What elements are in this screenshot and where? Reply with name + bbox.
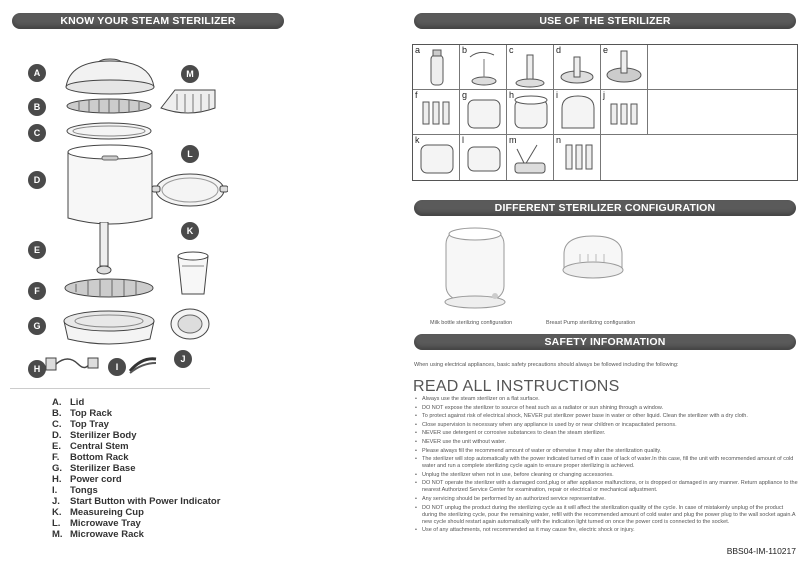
top-tray-illustration [64,121,154,141]
microwave-rack-illustration [155,84,221,124]
safety-bullet: • NEVER use detergent or corrosive substances to clean the steam sterilizer. [414,430,798,437]
microwave-tray-illustration [152,168,228,214]
lid-illustration [62,55,158,97]
safety-intro: When using electrical appliances, basic safety precautions should always be followed including the following: [414,362,679,368]
part-row: F. Bottom Rack [52,452,129,463]
milk-bottle-config-illustration [440,224,510,312]
step-cell-empty [601,135,797,180]
callout-i: I [108,358,126,376]
step-cell-g: g [460,90,507,135]
tongs-illustration [128,355,158,375]
central-stem-illustration [96,222,112,278]
safety-bullet: • The sterilizer will stop automatically with the power indicated turned off in case of lack of water.In this case, fill the unit with recommended amount of cold water and run a complete sterilizing cycle again to ensure proper sterilizing is achieved. [414,456,798,470]
callout-g: G [28,317,46,335]
safety-bullet: • NEVER use the unit without water. [414,439,798,446]
part-row: I. Tongs [52,485,98,496]
read-all-instructions-heading: READ ALL INSTRUCTIONS [413,378,620,395]
step-cell-c: c [507,45,554,90]
step-cell-k: k [413,135,460,180]
measuring-cup-illustration [172,250,212,298]
top-rack-illustration [64,97,154,115]
callout-e: E [28,241,46,259]
step-cell-e: e [601,45,648,90]
parts-list [52,397,220,540]
sterilizer-body-illustration [64,142,156,228]
part-row: K. Measureing Cup [52,507,144,518]
part-row: H. Power cord [52,474,122,485]
sterilizer-configuration-header: DIFFERENT STERILIZER CONFIGURATION [414,200,796,216]
step-cell-a: a [413,45,460,90]
safety-bullet: • Any servicing should be performed by an authorized service representative. [414,496,798,503]
callout-a: A [28,64,46,82]
safety-bullet: • DO NOT unplug the product during the sterilizing cycle as it will affect the sterilization quality of the cycle. In case of mistakenly unplug of the product during the sterilizing cycle, pour the remaining water, refill with the recommended amount of cold water and plug the power plug to the wall socket again.A new cycle should restart again automatically with the indication light turned on once the power cord is connected to the socket. [414,505,798,526]
milk-bottle-caption: Milk bottle sterilizing configuration [430,320,513,326]
power-cord-illustration [44,352,100,378]
step-cell-l: l [460,135,507,180]
safety-bullets [414,396,798,536]
start-button-illustration [168,306,212,342]
step-cell-d: d [554,45,601,90]
step-cell-b: b [460,45,507,90]
safety-bullet: • Unplug the sterilizer when not in use, before cleaning or changing accessories. [414,472,798,479]
callout-l: L [181,145,199,163]
parts-divider [10,388,210,389]
callout-c: C [28,124,46,142]
callout-j: J [174,350,192,368]
part-row: G. Sterilizer Base [52,463,136,474]
know-your-sterilizer-header: KNOW YOUR STEAM STERILIZER [12,13,284,29]
part-row: D. Sterilizer Body [52,430,137,441]
callout-d: D [28,171,46,189]
part-row: A. Lid [52,397,85,408]
sterilizer-base-illustration [60,305,158,351]
callout-m: M [181,65,199,83]
step-cell-j: j [601,90,648,135]
safety-bullet: • DO NOT expose the sterilizer to source of heat such as a radiator or sun shining through a window. [414,405,798,412]
safety-bullet: • To protect against risk of electrical shock, NEVER put sterilizer power base in water or other liquid. Clean the sterilizer with a dry cloth. [414,413,798,420]
safety-bullet: • Always use the steam sterilizer on a flat surface. [414,396,798,403]
steps-grid [412,44,798,181]
safety-bullet: • DO NOT operate the sterilizer with a damaged cord,plug or after appliance malfunctions, or is dropped or damaged in any manner. Return appliance to the nearest Authorized Service Center for examination, repair or electrical or mechanical adjustment. [414,480,798,494]
callout-f: F [28,282,46,300]
part-row: C. Top Tray [52,419,109,430]
use-of-sterilizer-header: USE OF THE STERILIZER [414,13,796,29]
step-cell-h: h [507,90,554,135]
step-cell-empty [648,45,797,90]
bottom-rack-illustration [62,276,156,300]
safety-bullet: • Use of any attachments, not recommended as it may cause fire, electric shock or injury. [414,527,798,534]
callout-b: B [28,98,46,116]
step-cell-i: i [554,90,601,135]
step-cell-m: m [507,135,554,180]
callout-k: K [181,222,199,240]
breast-pump-caption: Breast Pump sterilizing configuration [546,320,636,326]
part-row: B. Top Rack [52,408,113,419]
document-code: BBS04-IM-110217 [726,546,796,556]
step-cell-f: f [413,90,460,135]
step-cell-n: n [554,135,601,180]
part-row: E. Central Stem [52,441,129,452]
safety-bullet: • Close supervision is necessary when any appliance is used by or near children or incapacitated persons. [414,422,798,429]
step-cell-empty [648,90,797,135]
safety-bullet: • Please always fill the recommend amount of water or otherwise it may alter the sterilization quality. [414,448,798,455]
breast-pump-config-illustration [558,232,628,288]
part-row: L. Microwave Tray [52,518,141,529]
callout-h: H [28,360,46,378]
part-row: M. Microwave Rack [52,529,144,540]
safety-information-header: SAFETY INFORMATION [414,334,796,350]
part-row: J. Start Button with Power Indicator [52,496,221,507]
